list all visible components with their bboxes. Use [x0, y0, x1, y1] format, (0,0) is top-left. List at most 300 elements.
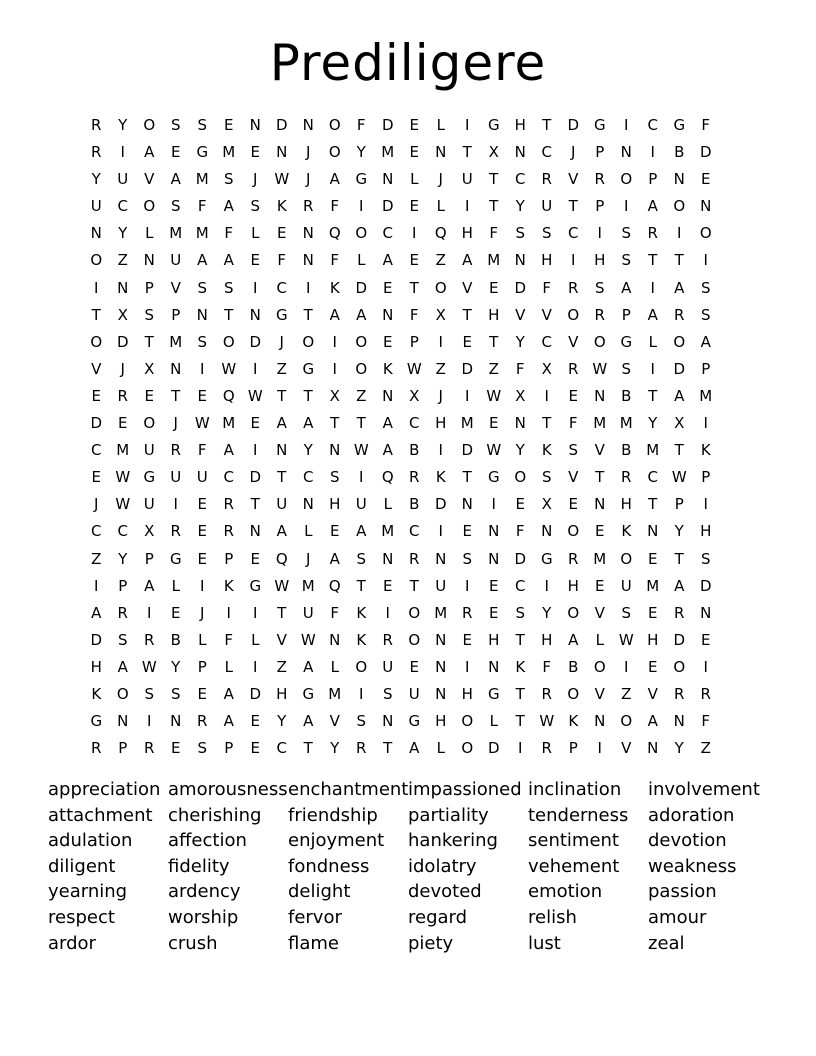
grid-letter: B — [409, 441, 420, 460]
grid-letter: O — [673, 197, 686, 216]
grid-letter: I — [465, 657, 470, 676]
grid-letter: E — [568, 495, 578, 514]
grid-letter: P — [595, 197, 605, 216]
grid-letter: I — [597, 224, 602, 243]
grid-letter: E — [197, 522, 207, 541]
grid-letter: N — [620, 143, 632, 162]
grid-letter: E — [648, 657, 658, 676]
grid-letter: I — [465, 386, 470, 405]
word-list-item: affection — [168, 830, 247, 852]
grid-letter: K — [621, 522, 632, 541]
grid-letter: F — [568, 414, 578, 433]
grid-letter: M — [222, 143, 236, 162]
grid-letter: M — [169, 332, 183, 351]
grid-letter: Y — [674, 739, 684, 758]
grid-letter: I — [359, 684, 364, 703]
grid-letter: R — [144, 630, 155, 649]
grid-letter: M — [116, 441, 130, 460]
grid-letter: X — [541, 359, 552, 378]
grid-letter: T — [462, 305, 472, 324]
grid-letter: O — [567, 522, 580, 541]
grid-letter: W — [618, 630, 634, 649]
grid-letter: M — [593, 549, 607, 568]
grid-letter: U — [435, 576, 447, 595]
grid-letter: A — [329, 549, 340, 568]
grid-letter: P — [701, 468, 711, 487]
grid-letter: I — [624, 116, 629, 134]
grid-letter: R — [170, 441, 181, 460]
grid-letter: A — [647, 305, 658, 324]
grid-letter: Y — [303, 441, 313, 460]
grid-letter: G — [540, 549, 553, 568]
grid-letter: N — [461, 495, 473, 514]
grid-letter: O — [328, 116, 341, 134]
grid-letter: O — [302, 332, 315, 351]
grid-letter: I — [465, 197, 470, 216]
grid-letter: D — [461, 441, 474, 460]
grid-letter: N — [700, 603, 712, 622]
grid-letter: I — [465, 116, 470, 134]
grid-letter: P — [701, 359, 711, 378]
grid-letter: Y — [515, 332, 525, 351]
grid-letter: N — [594, 712, 606, 731]
grid-letter: H — [435, 414, 447, 433]
grid-letter: N — [514, 143, 526, 162]
grid-letter: S — [223, 170, 234, 189]
grid-letter: Y — [515, 197, 525, 216]
grid-letter: T — [277, 386, 287, 405]
grid-letter: R — [409, 468, 420, 487]
grid-letter: S — [621, 359, 632, 378]
grid-letter: D — [567, 116, 580, 134]
grid-letter: E — [489, 576, 499, 595]
grid-letter: D — [699, 576, 712, 595]
grid-letter: O — [355, 359, 368, 378]
grid-letter: H — [594, 251, 606, 270]
grid-letter: Z — [91, 549, 102, 568]
grid-letter: L — [648, 332, 657, 351]
grid-letter: J — [279, 332, 284, 351]
grid-letter: N — [382, 305, 394, 324]
grid-letter: T — [568, 197, 578, 216]
grid-letter: R — [91, 739, 102, 758]
grid-letter: I — [359, 468, 364, 487]
grid-letter: N — [90, 224, 102, 243]
grid-letter: E — [197, 684, 207, 703]
grid-letter: N — [647, 739, 659, 758]
grid-letter: I — [147, 603, 152, 622]
grid-letter: S — [197, 278, 208, 297]
grid-letter: U — [382, 657, 394, 676]
grid-letter: G — [169, 549, 182, 568]
grid-letter: I — [94, 278, 99, 297]
grid-letter: J — [438, 170, 443, 189]
grid-letter: H — [329, 495, 341, 514]
grid-letter: S — [117, 630, 128, 649]
grid-letter: A — [621, 278, 632, 297]
grid-letter: K — [568, 712, 579, 731]
grid-letter: F — [330, 603, 340, 622]
grid-letter: E — [91, 468, 101, 487]
grid-letter: E — [171, 143, 181, 162]
grid-letter: M — [699, 386, 713, 405]
word-list-item: worship — [168, 906, 239, 928]
grid-letter: G — [487, 116, 500, 134]
grid-letter: L — [224, 657, 233, 676]
grid-letter: E — [462, 332, 472, 351]
word-list-item: respect — [48, 906, 115, 928]
grid-letter: I — [200, 576, 205, 595]
grid-letter: F — [542, 657, 552, 676]
grid-letter: T — [250, 495, 260, 514]
grid-letter: E — [250, 414, 260, 433]
grid-letter: T — [515, 684, 525, 703]
grid-letter: G — [620, 332, 633, 351]
grid-letter: O — [408, 603, 421, 622]
word-list-item: enjoyment — [288, 830, 385, 852]
grid-letter: R — [568, 359, 579, 378]
grid-letter: E — [489, 603, 499, 622]
grid-letter: N — [488, 522, 500, 541]
grid-letter: N — [594, 386, 606, 405]
grid-letter: A — [568, 630, 579, 649]
grid-letter: I — [306, 278, 311, 297]
grid-letter: N — [488, 657, 500, 676]
grid-letter: R — [409, 549, 420, 568]
grid-letter: S — [515, 603, 526, 622]
grid-letter: D — [461, 359, 474, 378]
grid-letter: A — [674, 278, 685, 297]
grid-letter: T — [409, 576, 419, 595]
grid-letter: A — [303, 657, 314, 676]
grid-letter: E — [171, 739, 181, 758]
grid-letter: E — [409, 116, 419, 134]
word-list-item: impassioned — [408, 779, 522, 800]
grid-letter: C — [647, 116, 658, 134]
grid-letter: X — [117, 305, 128, 324]
word-list-item: emotion — [528, 881, 603, 903]
grid-letter: H — [541, 251, 553, 270]
grid-letter: S — [170, 197, 181, 216]
grid-letter: F — [197, 197, 207, 216]
grid-letter: E — [250, 251, 260, 270]
grid-letter: S — [197, 739, 208, 758]
grid-letter: E — [409, 657, 419, 676]
grid-letter: O — [620, 549, 633, 568]
word-list-item: adulation — [48, 830, 133, 852]
grid-letter: O — [355, 332, 368, 351]
grid-letter: S — [170, 116, 181, 134]
grid-letter: E — [330, 522, 340, 541]
word-list-item: diligent — [48, 855, 116, 877]
word-list-item: adoration — [648, 804, 735, 826]
grid-letter: O — [90, 251, 103, 270]
grid-letter: R — [674, 684, 685, 703]
grid-letter: G — [249, 576, 262, 595]
grid-letter: N — [249, 522, 261, 541]
grid-letter: O — [593, 657, 606, 676]
grid-letter: G — [487, 684, 500, 703]
word-list-item: regard — [408, 906, 468, 928]
grid-letter: F — [330, 251, 340, 270]
grid-letter: U — [143, 495, 155, 514]
grid-letter: K — [329, 278, 340, 297]
grid-letter: Q — [434, 224, 447, 243]
grid-letter: R — [382, 630, 393, 649]
grid-letter: T — [648, 386, 658, 405]
grid-letter: N — [302, 116, 314, 134]
grid-letter: G — [355, 170, 368, 189]
grid-letter: N — [435, 143, 447, 162]
grid-letter: W — [221, 359, 237, 378]
word-list-item: friendship — [288, 804, 378, 826]
grid-letter: I — [465, 576, 470, 595]
grid-letter: A — [700, 332, 711, 351]
grid-letter: W — [406, 359, 422, 378]
grid-letter: J — [438, 386, 443, 405]
grid-letter: W — [353, 441, 369, 460]
grid-letter: I — [597, 739, 602, 758]
grid-letter: S — [621, 251, 632, 270]
grid-letter: O — [461, 712, 474, 731]
grid-letter: A — [356, 522, 367, 541]
grid-letter: T — [462, 468, 472, 487]
grid-letter: E — [409, 143, 419, 162]
grid-letter: Z — [276, 657, 287, 676]
grid-letter: L — [383, 495, 392, 514]
grid-letter: S — [144, 305, 155, 324]
grid-letter: V — [276, 630, 287, 649]
grid-letter: D — [90, 414, 103, 433]
grid-letter: T — [595, 468, 605, 487]
grid-letter: N — [435, 549, 447, 568]
grid-letter: X — [674, 414, 685, 433]
grid-letter: W — [671, 468, 687, 487]
grid-letter: Z — [700, 739, 711, 758]
grid-letter: O — [143, 116, 156, 134]
word-list-item: zeal — [648, 932, 685, 954]
grid-letter: G — [593, 116, 606, 134]
word-list-item: tenderness — [528, 804, 629, 826]
grid-letter: O — [355, 657, 368, 676]
grid-letter: C — [303, 468, 314, 487]
grid-letter: N — [382, 170, 394, 189]
grid-letter: M — [434, 603, 448, 622]
grid-letter: E — [224, 116, 234, 134]
word-list-item: appreciation — [48, 779, 161, 800]
grid-letter: W — [274, 576, 290, 595]
grid-letter: K — [382, 359, 393, 378]
word-list-item: weakness — [648, 855, 737, 877]
grid-letter: C — [515, 576, 526, 595]
grid-letter: B — [409, 495, 420, 514]
grid-letter: R — [356, 739, 367, 758]
grid-letter: Q — [381, 468, 394, 487]
grid-letter: X — [144, 359, 155, 378]
word-list-item: hankering — [408, 830, 498, 852]
grid-letter: I — [120, 143, 125, 162]
grid-letter: N — [435, 684, 447, 703]
grid-letter: F — [489, 224, 499, 243]
grid-letter: H — [435, 712, 447, 731]
grid-letter: O — [593, 332, 606, 351]
grid-letter: T — [303, 739, 313, 758]
grid-letter: R — [144, 739, 155, 758]
grid-letter: G — [302, 359, 315, 378]
grid-letter: U — [143, 441, 155, 460]
grid-letter: I — [173, 495, 178, 514]
grid-letter: T — [515, 712, 525, 731]
grid-letter: L — [436, 116, 445, 134]
grid-letter: U — [170, 251, 182, 270]
grid-letter: P — [409, 332, 419, 351]
grid-letter: O — [328, 143, 341, 162]
grid-letter: N — [196, 305, 208, 324]
grid-letter: E — [648, 603, 658, 622]
grid-letter: X — [435, 305, 446, 324]
grid-letter: V — [515, 305, 526, 324]
grid-letter: M — [301, 576, 315, 595]
grid-letter: K — [276, 197, 287, 216]
grid-letter: N — [143, 251, 155, 270]
grid-letter: R — [117, 603, 128, 622]
grid-letter: H — [488, 630, 500, 649]
grid-letter: R — [223, 495, 234, 514]
grid-letter: I — [253, 278, 258, 297]
grid-letter: R — [223, 522, 234, 541]
grid-letter: F — [701, 116, 711, 134]
grid-letter: M — [619, 414, 633, 433]
grid-letter: D — [673, 359, 686, 378]
grid-letter: C — [276, 739, 287, 758]
grid-letter: Y — [91, 170, 101, 189]
grid-letter: M — [460, 414, 474, 433]
grid-letter: V — [329, 712, 340, 731]
grid-letter: Y — [330, 739, 340, 758]
grid-letter: C — [409, 414, 420, 433]
grid-letter: I — [650, 278, 655, 297]
grid-letter: J — [306, 143, 311, 162]
word-list-item: involvement — [648, 779, 760, 800]
grid-letter: E — [701, 170, 711, 189]
grid-letter: R — [647, 224, 658, 243]
grid-letter: C — [515, 170, 526, 189]
grid-letter: E — [197, 495, 207, 514]
grid-letter: M — [195, 170, 209, 189]
word-list-item: flame — [288, 932, 339, 954]
grid-letter: E — [383, 332, 393, 351]
grid-letter: T — [91, 305, 101, 324]
grid-letter: X — [409, 386, 420, 405]
grid-letter: B — [170, 630, 181, 649]
grid-letter: R — [594, 305, 605, 324]
grid-letter: E — [595, 576, 605, 595]
grid-letter: I — [438, 522, 443, 541]
grid-letter: A — [117, 657, 128, 676]
grid-letter: T — [277, 603, 287, 622]
grid-letter: E — [595, 522, 605, 541]
grid-letter: A — [223, 251, 234, 270]
grid-letter: A — [356, 305, 367, 324]
grid-letter: C — [276, 278, 287, 297]
grid-letter: Y — [277, 712, 287, 731]
grid-letter: O — [143, 414, 156, 433]
grid-letter: L — [251, 224, 260, 243]
grid-letter: M — [593, 414, 607, 433]
grid-letter: T — [515, 630, 525, 649]
grid-letter: A — [462, 251, 473, 270]
grid-letter: T — [648, 251, 658, 270]
grid-letter: M — [646, 441, 660, 460]
grid-letter: L — [251, 630, 260, 649]
grid-letter: N — [673, 712, 685, 731]
grid-letter: P — [648, 170, 658, 189]
grid-letter: U — [170, 468, 182, 487]
grid-letter: Q — [328, 224, 341, 243]
grid-letter: T — [303, 386, 313, 405]
grid-letter: Y — [356, 143, 366, 162]
grid-letter: T — [171, 386, 181, 405]
grid-letter: F — [409, 305, 419, 324]
grid-letter: Y — [171, 657, 181, 676]
grid-letter: V — [144, 170, 155, 189]
grid-letter: H — [461, 224, 473, 243]
grid-letter: J — [571, 143, 576, 162]
grid-letter: T — [224, 305, 234, 324]
grid-letter: B — [621, 386, 632, 405]
grid-letter: V — [462, 278, 473, 297]
grid-letter: N — [249, 305, 261, 324]
grid-letter: N — [435, 657, 447, 676]
grid-letter: I — [332, 359, 337, 378]
grid-letter: N — [170, 712, 182, 731]
grid-letter: R — [197, 712, 208, 731]
word-list-item: idolatry — [408, 855, 477, 877]
grid-letter: A — [144, 576, 155, 595]
grid-letter: T — [356, 414, 366, 433]
grid-letter: K — [541, 441, 552, 460]
grid-letter: E — [118, 414, 128, 433]
grid-letter: D — [90, 630, 103, 649]
grid-letter: U — [355, 495, 367, 514]
grid-letter: M — [195, 224, 209, 243]
grid-letter: E — [250, 143, 260, 162]
grid-letter: N — [647, 522, 659, 541]
grid-letter: N — [435, 630, 447, 649]
grid-letter: N — [249, 116, 261, 134]
grid-letter: O — [567, 305, 580, 324]
word-list-item: enchantment — [288, 779, 409, 800]
grid-letter: K — [356, 603, 367, 622]
grid-letter: R — [568, 278, 579, 297]
grid-letter: E — [409, 251, 419, 270]
grid-letter: I — [677, 224, 682, 243]
grid-letter: I — [438, 441, 443, 460]
grid-letter: S — [144, 684, 155, 703]
grid-letter: N — [514, 251, 526, 270]
grid-letter: R — [541, 739, 552, 758]
grid-letter: I — [650, 359, 655, 378]
grid-letter: O — [408, 630, 421, 649]
grid-letter: V — [568, 170, 579, 189]
grid-letter: U — [408, 684, 420, 703]
grid-letter: Z — [117, 251, 128, 270]
word-list-item: fidelity — [168, 855, 230, 877]
grid-letter: I — [518, 739, 523, 758]
grid-letter: D — [249, 468, 262, 487]
grid-letter: T — [462, 143, 472, 162]
grid-letter: L — [198, 630, 207, 649]
